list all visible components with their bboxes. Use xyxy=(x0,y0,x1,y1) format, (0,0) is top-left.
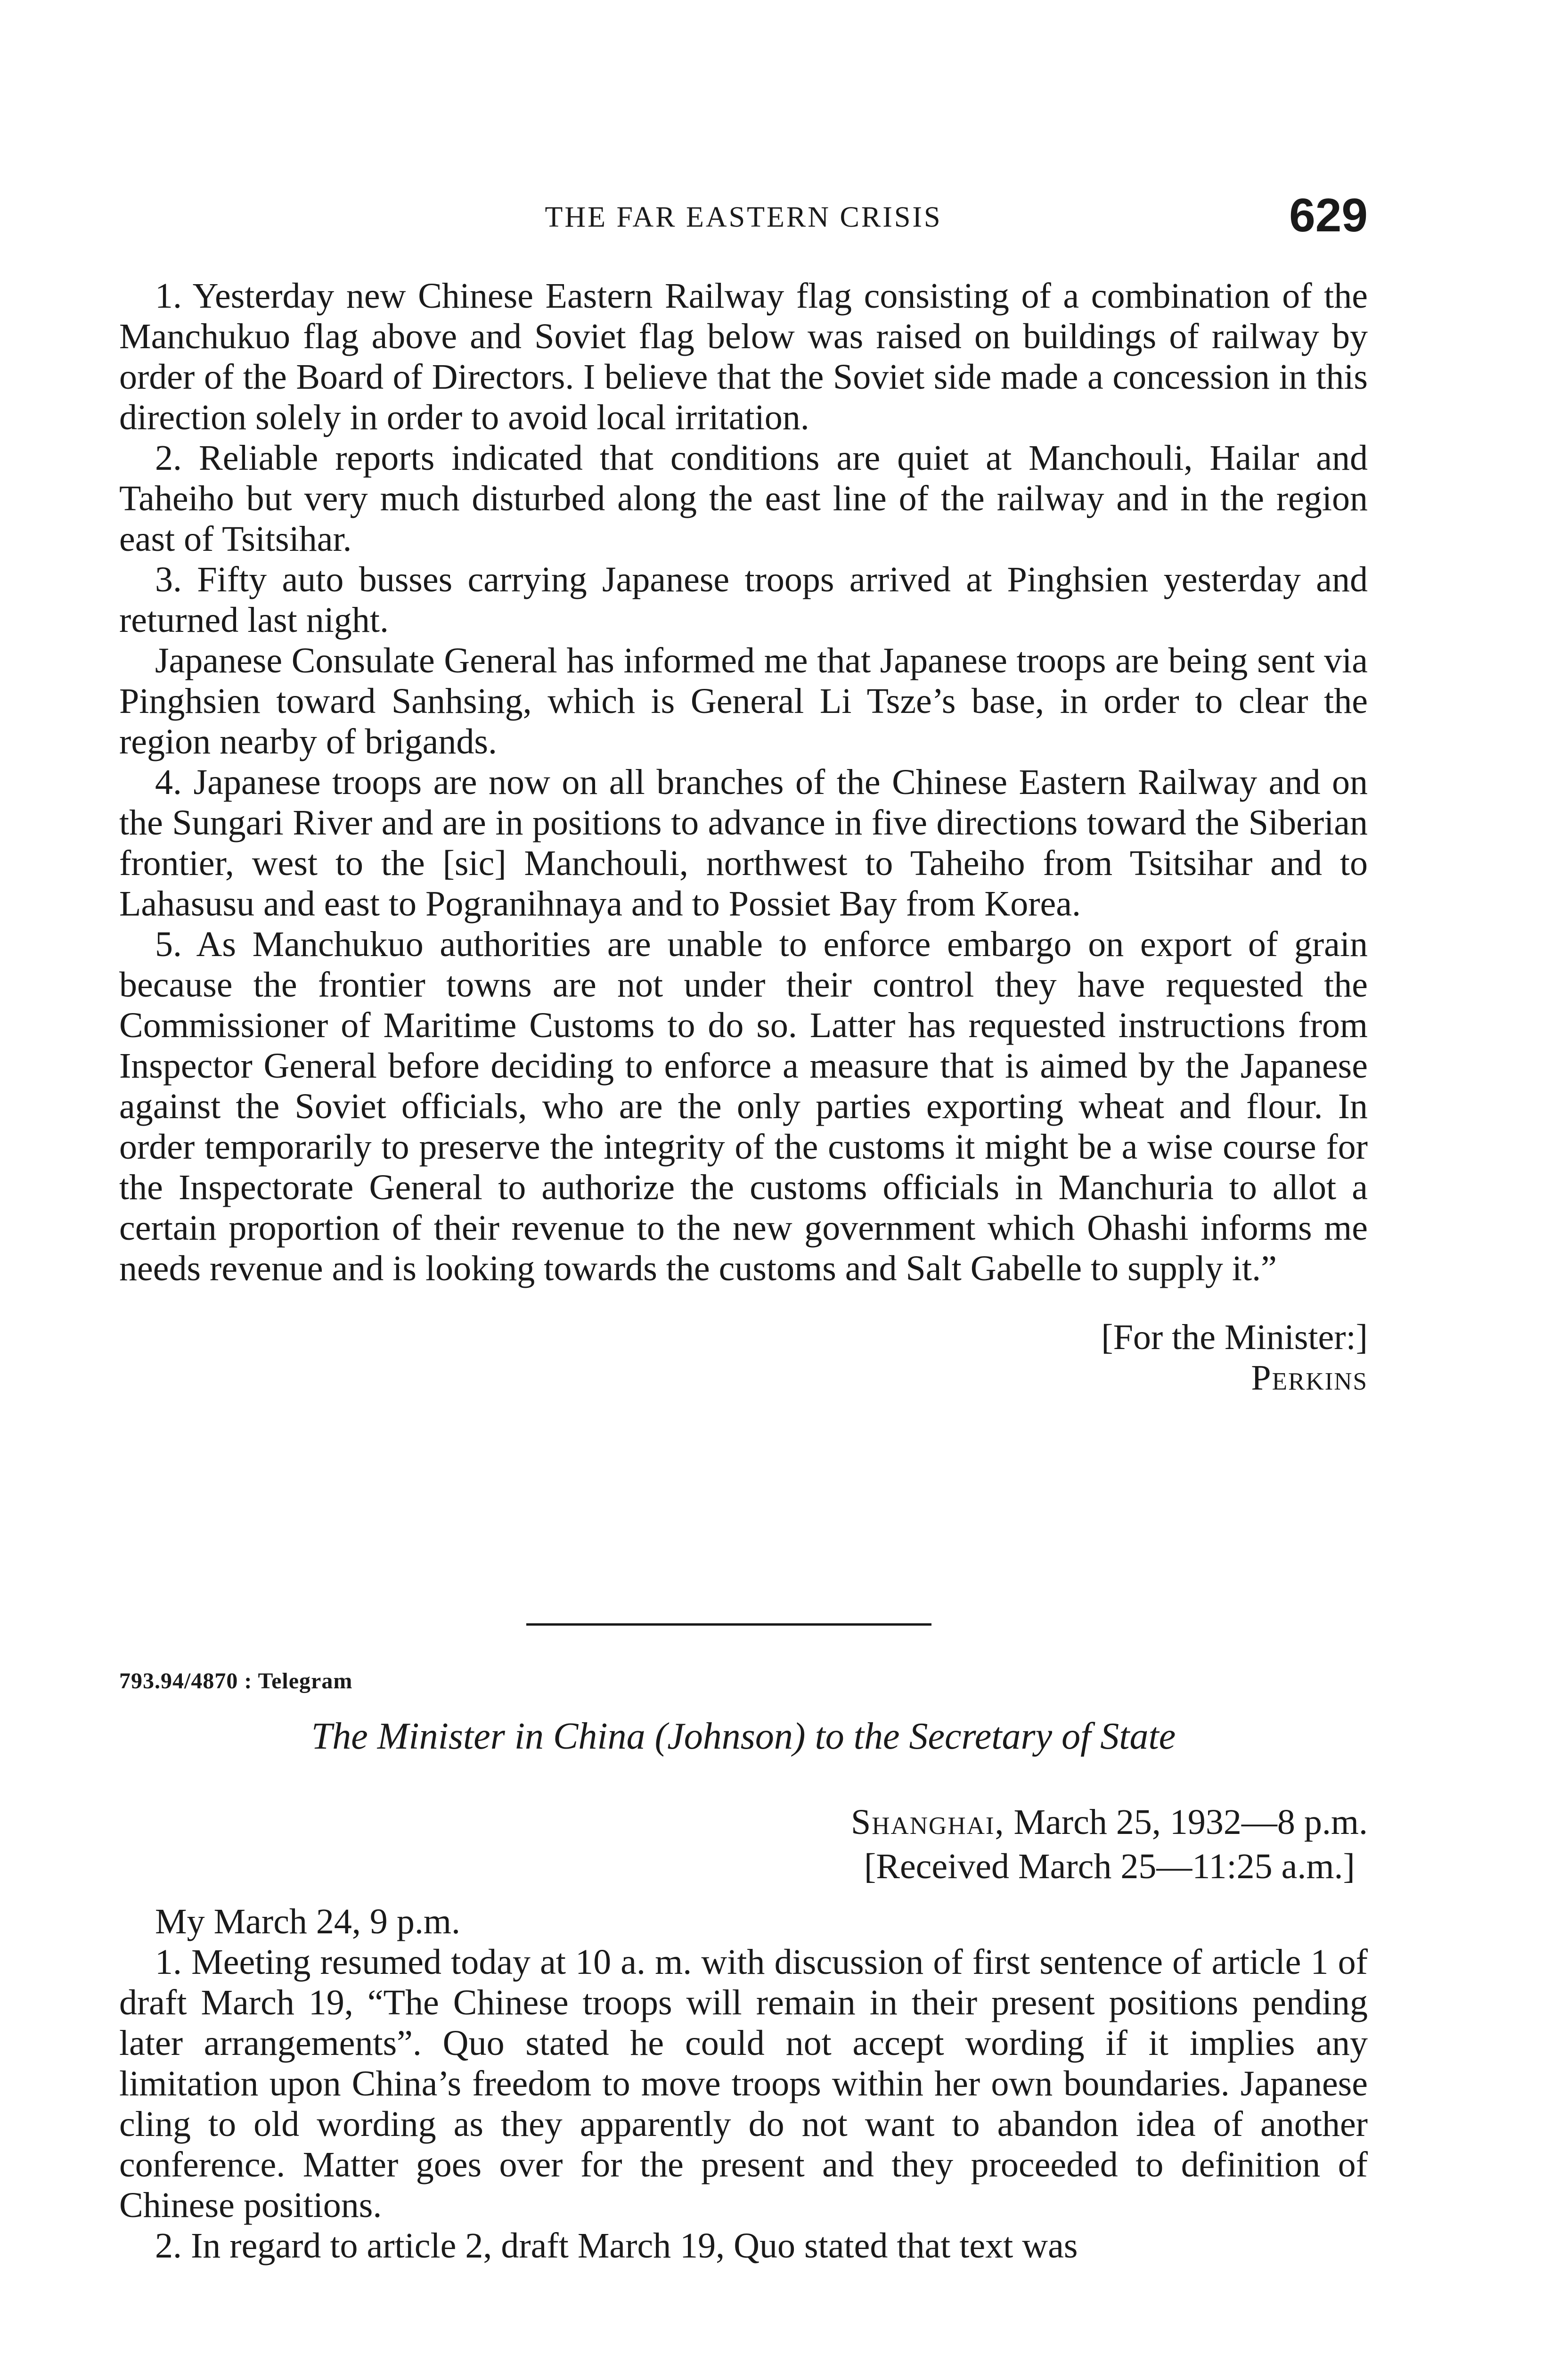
paragraph: Japanese Consulate General has informed me that Japanese troops are being sent via Pinghsien toward Sanhsing, which is General Li Tsze’s base, in order to clear the region nearby of brigands. xyxy=(119,641,1368,761)
running-title: THE FAR EASTERN CRISIS xyxy=(545,201,942,233)
received-line: [Received March 25—11:25 a.m.] xyxy=(864,1847,1355,1886)
page-number: 629 xyxy=(1289,189,1368,242)
dateline-date: March 25, 1932—8 p.m. xyxy=(1004,1802,1368,1842)
paragraph: 5. As Manchukuo authorities are unable to enforce embargo on export of grain because the frontier towns are not under their control they have requested the Commissioner of Maritime Customs to do so. Latter has requested instructions from Inspector General before deciding to enforce a measure that is aimed by the Japanese against the Soviet officials, who are the only parties exporting wheat and flour. In order temporarily to preserve the integrity of the customs it might be a wise course for the Inspectorate General to authorize the customs officials in Manchuria to allot a certain proportion of their revenue to the new government which Ohashi informs me needs revenue and is looking towards the customs and Salt Gabelle to supply it.” xyxy=(119,924,1368,1288)
paragraph: 1. Yesterday new Chinese Eastern Railway flag consisting of a combination of the Manchukuo flag above and Soviet flag below was raised on buildings of railway by order of the Board of Directors. I believe that the Soviet side made a concession in this direction solely in order to avoid local irritation. xyxy=(119,276,1368,437)
signature-for: [For the Minister:] xyxy=(1101,1317,1368,1357)
paragraph: 1. Meeting resumed today at 10 a. m. with discussion of first sentence of article 1 of draft March 19, “The Chinese troops will remain in their present positions pending later arrangements”. Quo stated he could not accept wording if it implies any limitation upon China’s freedom to move troops within her own boundaries. Japanese cling to old wording as they apparently do not want to abandon idea of another conference. Matter goes over for the present and they proceeded to definition of Chinese positions. xyxy=(119,1942,1368,2225)
paragraph: My March 24, 9 p.m. xyxy=(155,1902,461,1941)
section-body-2 xyxy=(119,1901,1368,2266)
paragraph: 3. Fifty auto busses carrying Japanese troops arrived at Pinghsien yesterday and returned last night. xyxy=(119,560,1368,640)
paragraph: 2. In regard to article 2, draft March 19, Quo stated that text was xyxy=(155,2226,1078,2266)
document-title: The Minister in China (Johnson) to the Secretary of State xyxy=(311,1716,1176,1757)
file-reference: 793.94/4870 : Telegram xyxy=(119,1669,353,1693)
paragraph: 2. Reliable reports indicated that conditions are quiet at Manchouli, Hailar and Taheiho but very much disturbed along the east line of the railway and in the region east of Tsitsihar. xyxy=(119,438,1368,559)
section-body-1 xyxy=(119,276,1368,1398)
dateline xyxy=(851,1800,1368,1889)
paragraph: 4. Japanese troops are now on all branches of the Chinese Eastern Railway and on the Sungari River and are in positions to advance in five directions toward the Siberian frontier, west to the [sic] Manchouli, northwest to Taheiho from Tsitsihar and to Lahasusu and east to Pogranihnaya and to Possiet Bay from Korea. xyxy=(119,762,1368,924)
signature-name: Perkins xyxy=(1251,1358,1368,1398)
section-divider xyxy=(526,1623,931,1626)
dateline-place: Shanghai, xyxy=(850,1802,1005,1842)
running-head xyxy=(119,188,1368,250)
